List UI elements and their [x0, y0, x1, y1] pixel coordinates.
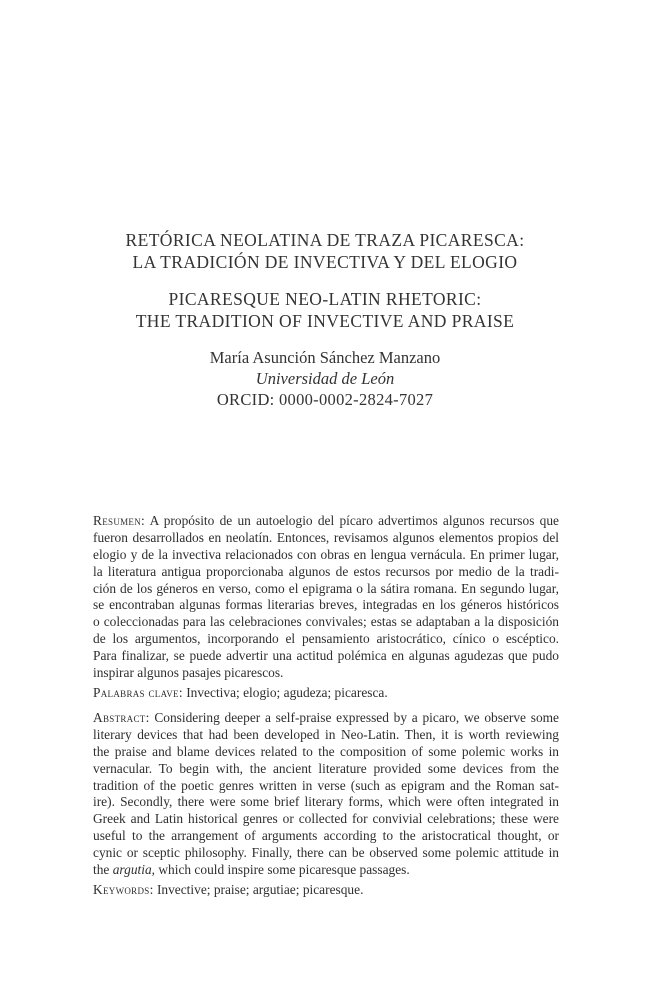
- spanish-title: [0, 229, 650, 273]
- abstract-paragraph: [93, 710, 559, 879]
- keywords-english-text: Invective; praise; argutiae; picaresque.: [153, 882, 364, 897]
- abstract-line: cynic or sceptic philosophy. Finally, there can be observed some polemic attitude in: [93, 845, 559, 861]
- spanish-title-line-2: LA TRADICIÓN DE INVECTIVA Y DEL ELOGIO: [132, 252, 518, 272]
- author-orcid: ORCID: 0000-0002-2824-7027: [216, 390, 434, 409]
- keywords-english-label: Keywords:: [93, 882, 154, 897]
- abstract-line: [93, 710, 559, 727]
- resumen-label: Resumen:: [93, 513, 146, 528]
- author-info: [0, 347, 650, 410]
- abstract-line: vernacular. To begin with, the ancient literature provided some devices from the: [93, 760, 559, 776]
- spanish-title-line-1: RETÓRICA NEOLATINA DE TRAZA PICARESCA:: [125, 230, 525, 250]
- english-title-line-1: PICARESQUE NEO-LATIN RHETORIC:: [168, 289, 482, 309]
- resumen-line: fueron desarrollados en neolatín. Entonces, revisamos algunos elementos propios del: [93, 529, 559, 545]
- keywords-spanish-text: Invectiva; elogio; agudeza; picaresca.: [182, 685, 388, 700]
- abstract-italic-term: argutia: [112, 862, 152, 878]
- resumen-line: Para finalizar, se puede advertir una actitud polémica en algunas agudezas que pudo: [93, 648, 559, 664]
- abstract-line: literary devices that had been developed in Neo-Latin. Then, it is worth reviewing: [93, 726, 559, 742]
- author-name: María Asunción Sánchez Manzano: [209, 348, 441, 367]
- resumen-line: de los argumentos, incorporando el pensamiento aristocrático, cínico o escéptico.: [93, 631, 559, 647]
- english-title: [0, 288, 650, 332]
- abstract-label: Abstract:: [93, 710, 150, 725]
- abstract-last-prefix: the: [93, 862, 113, 878]
- resumen-line: ción de los géneros en verso, como el epigrama o la sátira romana. En segundo lugar,: [93, 580, 559, 596]
- keywords-spanish: [93, 685, 559, 702]
- resumen-line: la literatura antigua proporcionaba algunos de estos recursos por medio de la tradi-: [93, 563, 559, 579]
- abstract-line-text: Considering deeper a self-praise expressed by a picaro, we observe some: [149, 710, 559, 725]
- abstract-line: the praise and blame devices related to the composition of some polemic works in: [93, 743, 559, 759]
- resumen-line: [93, 513, 559, 530]
- resumen-paragraph: [93, 513, 559, 682]
- abstract-line: Greek and Latin historical genres or collected for convivial celebrations; these were: [93, 811, 559, 827]
- resumen-line: se encontraban algunas formas literarias breves, integradas en los géneros históricos: [93, 597, 559, 613]
- abstract-line: useful to the arrangement of arguments according to the aristocratical thought, or: [93, 828, 559, 844]
- abstract-line: ire). Secondly, there were some brief literary forms, which were often integrated in: [93, 794, 559, 810]
- resumen-line: o coleccionadas para las celebraciones convivales; estas se adaptaban a la disposición: [93, 614, 559, 630]
- abstract-last-line: [93, 862, 559, 879]
- keywords-english: [93, 882, 559, 899]
- keywords-spanish-label: Palabras clave:: [93, 685, 183, 700]
- keywords-spanish-line: [93, 685, 559, 702]
- english-title-line-2: THE TRADITION OF INVECTIVE AND PRAISE: [135, 311, 515, 331]
- author-affiliation: Universidad de León: [255, 369, 395, 388]
- keywords-english-line: [93, 882, 559, 899]
- abstract-line: tradition of the poetic genres written in verse (such as epigram and the Roman sat-: [93, 777, 559, 793]
- resumen-line-text: A propósito de un autoelogio del pícaro advertimos algunos recursos que: [145, 513, 559, 528]
- resumen-line: inspirar algunos pasajes picarescos.: [93, 665, 284, 681]
- resumen-line: elogio y de la invectiva relacionados con obras en lengua vernácula. En primer lugar,: [93, 546, 559, 562]
- abstract-last-suffix: , which could inspire some picaresque passages.: [151, 862, 410, 878]
